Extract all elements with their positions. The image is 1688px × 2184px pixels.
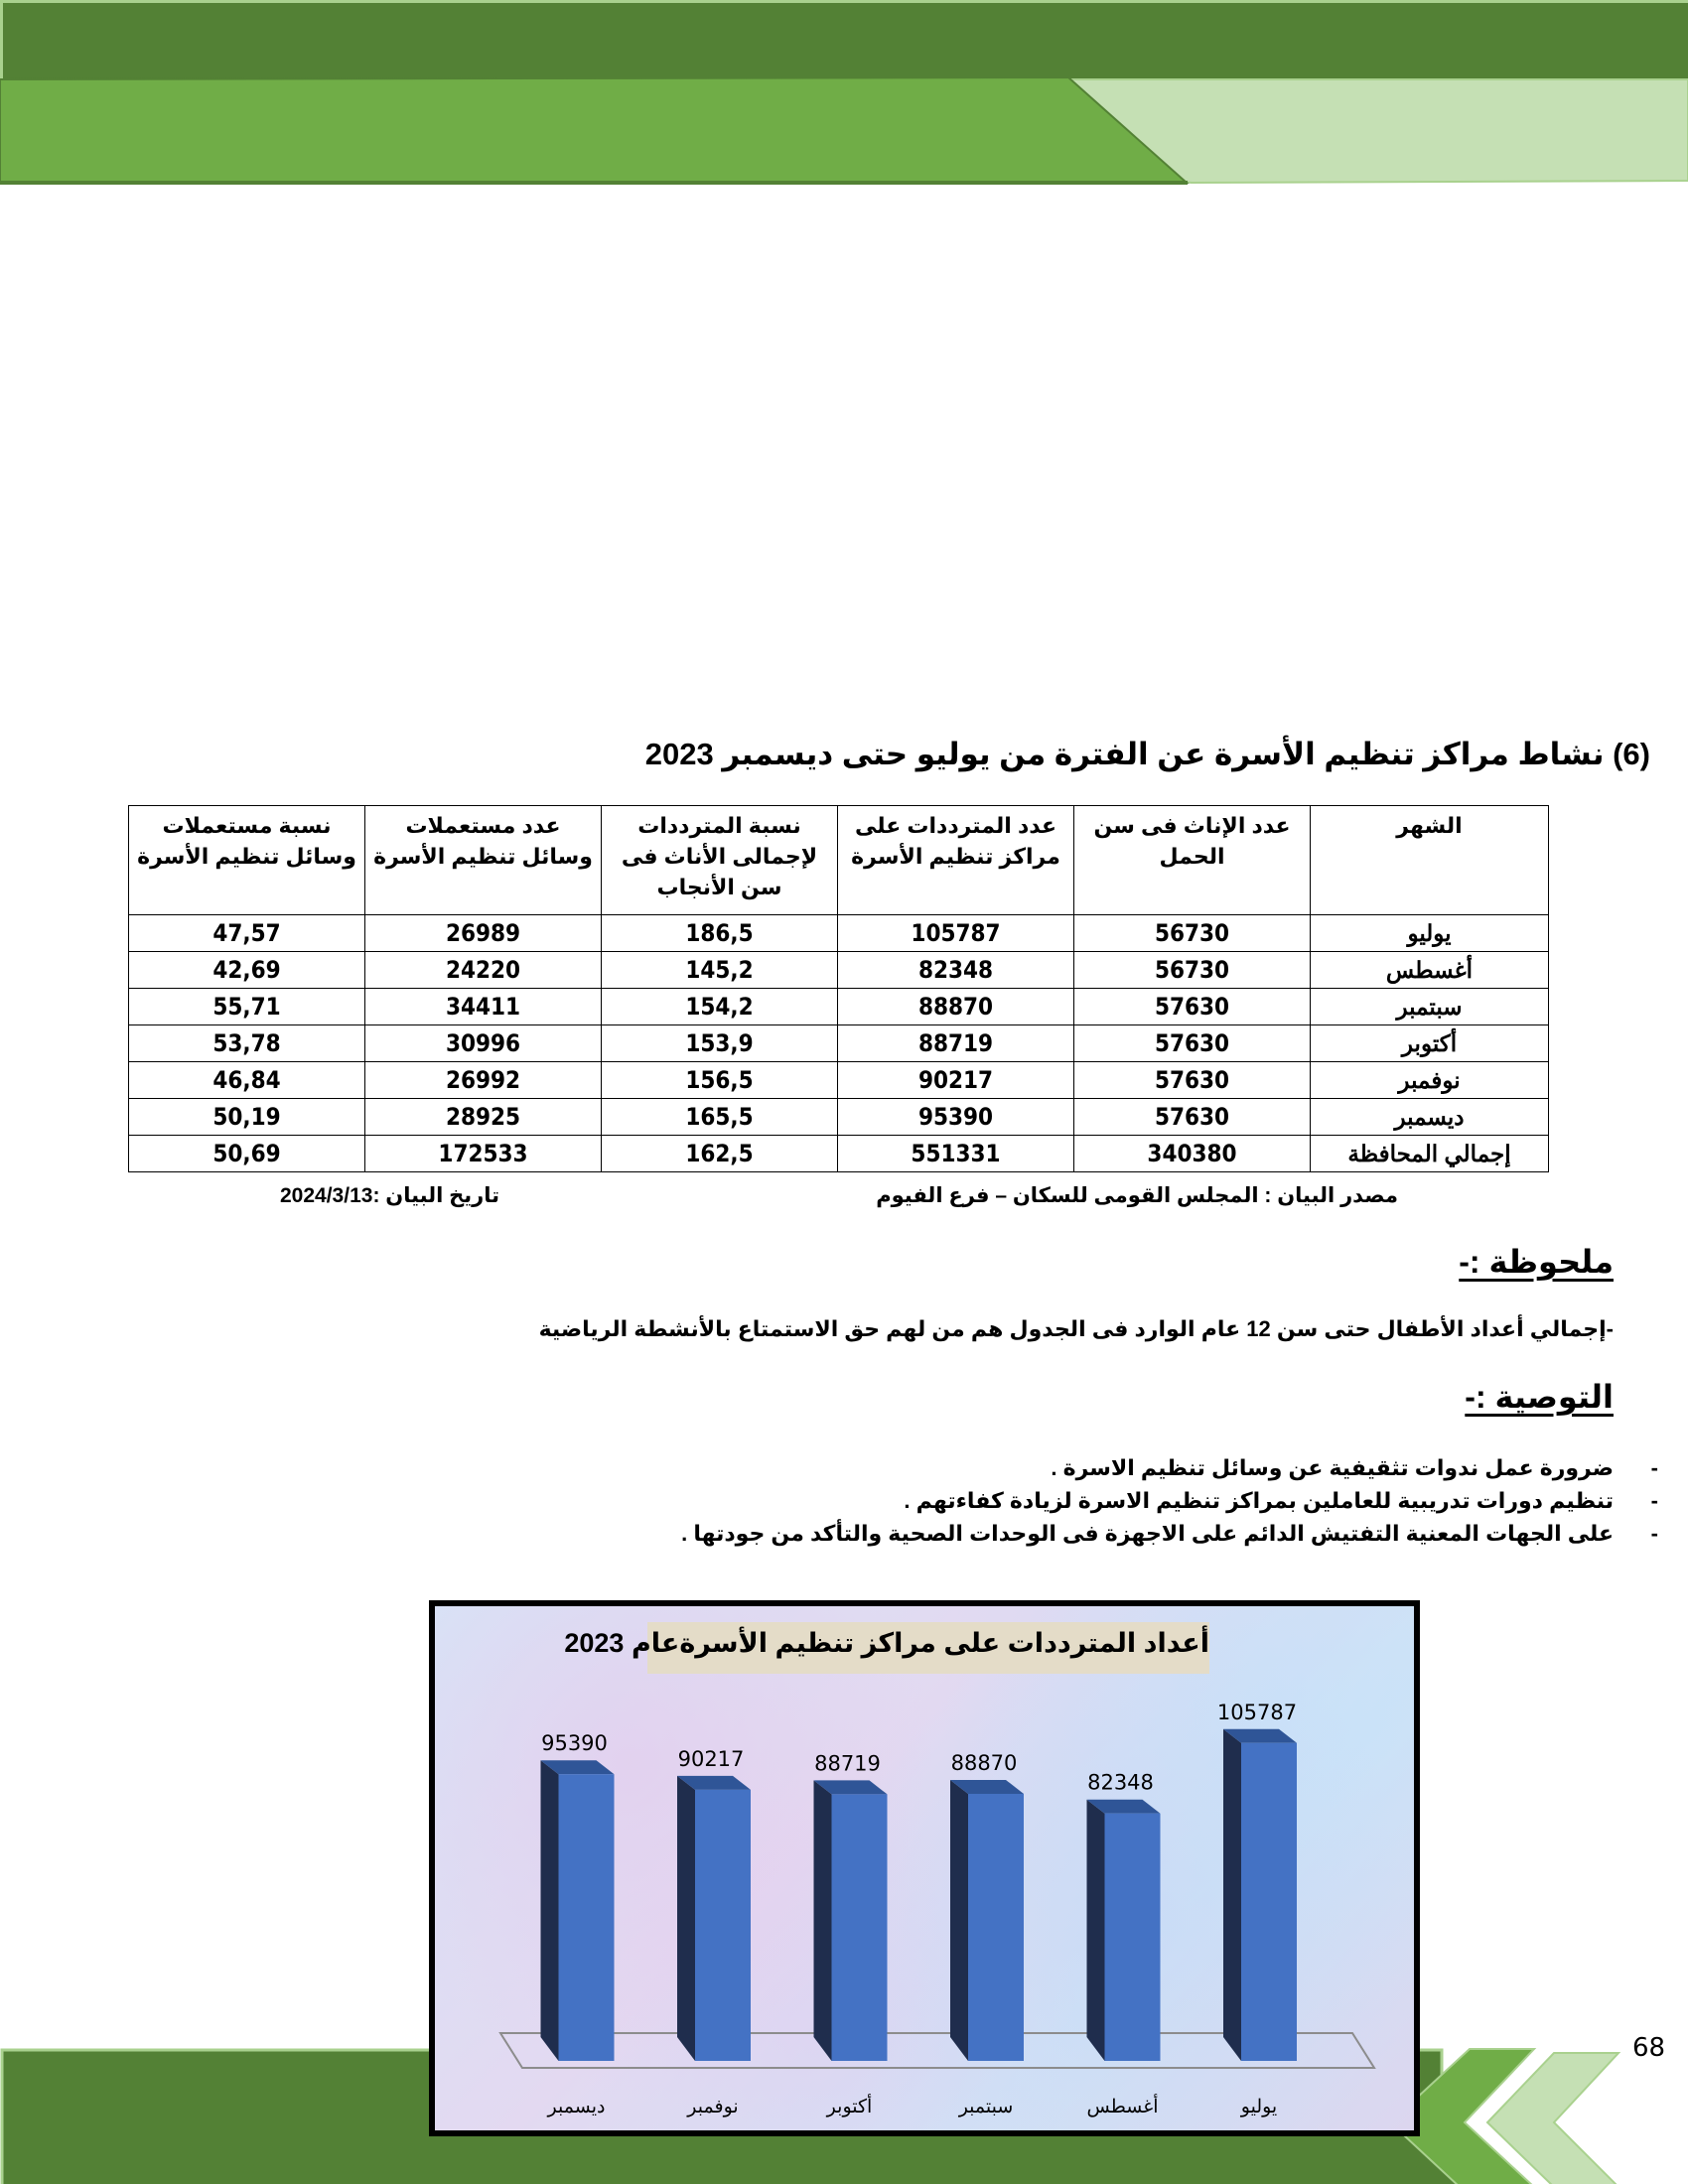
cell-month: يوليو (1311, 915, 1549, 952)
bullet-dash: - (1650, 1488, 1658, 1513)
table-cell: 95390 (838, 1099, 1074, 1136)
recommendation-item (521, 1488, 1658, 1514)
x-tick-label: سبتمبر (958, 2097, 1014, 2117)
x-tick-label: أغسطس (1086, 2097, 1159, 2117)
table-row (129, 952, 1549, 989)
table-row (129, 1099, 1549, 1136)
table-cell: 90217 (838, 1062, 1074, 1099)
data-source: مصدر البيان : المجلس القومى للسكان – فرع الفيوم (876, 1184, 1398, 1207)
table-cell: 105787 (838, 915, 1074, 952)
table-row (129, 1025, 1549, 1062)
bar-side (1087, 1800, 1105, 2061)
bullet-dash: - (1650, 1455, 1658, 1480)
recommendation-item (521, 1521, 1658, 1547)
table-total-row (129, 1136, 1549, 1172)
header-visitors-count: عدد المترددات على مراكز تنظيم الأسرة (838, 806, 1074, 915)
recommendation-text: تنظيم دورات تدريبية للعاملين بمراكز تنظيم الاسرة لزيادة كفاءتهم . (904, 1488, 1614, 1513)
table-cell: 50,69 (129, 1136, 365, 1172)
table-row (129, 1062, 1549, 1099)
table-cell: 50,19 (129, 1099, 365, 1136)
table-cell: 46,84 (129, 1062, 365, 1099)
table-cell: 55,71 (129, 989, 365, 1025)
chart-title: أعداد المترددات على مراكز تنظيم الأسرةعام 2023 (564, 1628, 1209, 1658)
table-cell: 172533 (365, 1136, 602, 1172)
table-cell: 88870 (838, 989, 1074, 1025)
table-cell: 153,9 (602, 1025, 838, 1062)
cell-month: إجمالي المحافظة (1311, 1136, 1549, 1172)
bar-side (814, 1780, 832, 2061)
header-band-shapes (0, 77, 1688, 187)
data-label: 95390 (541, 1731, 608, 1756)
table-cell: 57630 (1074, 989, 1311, 1025)
table-cell: 47,57 (129, 915, 365, 952)
x-tick-label: نوفمبر (687, 2097, 739, 2117)
table-cell: 57630 (1074, 1025, 1311, 1062)
table-cell: 145,2 (602, 952, 838, 989)
cell-month: أكتوبر (1311, 1025, 1549, 1062)
bar (968, 1794, 1024, 2061)
note-text: -إجمالي أعداد الأطفال حتى سن 12 عام الوارد فى الجدول هم من لهم حق الاستمتاع بالأنشطة الرياضية (538, 1316, 1614, 1341)
data-label: 88870 (950, 1750, 1018, 1775)
data-label: 90217 (677, 1746, 745, 1771)
table-cell: 53,78 (129, 1025, 365, 1062)
bar (559, 1774, 615, 2061)
recommendation-text: ضرورة عمل ندوات تثقيفية عن وسائل تنظيم الاسرة . (1051, 1455, 1614, 1480)
header-visitors-ratio: نسبة المترددات لإجمالى الأناث فى سن الأنجاب (602, 806, 838, 915)
x-tick-label: يوليو (1240, 2097, 1278, 2117)
header-band-mid (0, 77, 1187, 183)
bar (832, 1794, 888, 2061)
table-cell: 26992 (365, 1062, 602, 1099)
data-label: 82348 (1087, 1770, 1154, 1795)
recommendation-item (521, 1455, 1658, 1481)
cell-month: ديسمبر (1311, 1099, 1549, 1136)
table-cell: 156,5 (602, 1062, 838, 1099)
recommendation-heading: التوصية :- (1465, 1379, 1614, 1415)
table-cell: 82348 (838, 952, 1074, 989)
bar (1241, 1743, 1297, 2061)
cell-month: سبتمبر (1311, 989, 1549, 1025)
table-cell: 154,2 (602, 989, 838, 1025)
table-cell: 24220 (365, 952, 602, 989)
table-cell: 551331 (838, 1136, 1074, 1172)
data-label: 105787 (1216, 1700, 1298, 1724)
page-number: 68 (1632, 2033, 1666, 2063)
table-cell: 30996 (365, 1025, 602, 1062)
table-cell: 57630 (1074, 1062, 1311, 1099)
data-label: 88719 (814, 1751, 881, 1776)
header-band-dark (0, 0, 1688, 79)
table-cell: 28925 (365, 1099, 602, 1136)
bar-chart (429, 1600, 1420, 2136)
bar-side (541, 1760, 559, 2061)
cell-month: أغسطس (1311, 952, 1549, 989)
table-cell: 42,69 (129, 952, 365, 989)
table-row (129, 989, 1549, 1025)
section-title: (6) نشاط مراكز تنظيم الأسرة عن الفترة من يوليو حتى ديسمبر 2023 (644, 737, 1650, 771)
bar-side (950, 1780, 968, 2061)
bar-side (1223, 1729, 1241, 2061)
table-cell: 186,5 (602, 915, 838, 952)
header-users-ratio: نسبة مستعملات وسائل تنظيم الأسرة (129, 806, 365, 915)
table-header-row (129, 806, 1549, 915)
bar (1105, 1814, 1161, 2061)
table-cell: 162,5 (602, 1136, 838, 1172)
header-women-childbearing: عدد الإناث فى سن الحمل (1074, 806, 1311, 915)
bar (695, 1790, 751, 2061)
table-cell: 26989 (365, 915, 602, 952)
table-cell: 34411 (365, 989, 602, 1025)
table-row (129, 915, 1549, 952)
recommendation-text: على الجهات المعنية التفتيش الدائم على الاجهزة فى الوحدات الصحية والتأكد من جودتها . (681, 1521, 1614, 1546)
x-tick-label: أكتوبر (826, 2097, 873, 2117)
table-cell: 88719 (838, 1025, 1074, 1062)
header-users-count: عدد مستعملات وسائل تنظيم الأسرة (365, 806, 602, 915)
table-cell: 57630 (1074, 1099, 1311, 1136)
chart-plot-area (435, 1606, 1414, 2130)
table-cell: 56730 (1074, 915, 1311, 952)
table-cell: 165,5 (602, 1099, 838, 1136)
bar-side (677, 1776, 695, 2061)
note-heading: ملحوظة :- (1459, 1244, 1614, 1280)
bullet-dash: - (1650, 1521, 1658, 1546)
cell-month: نوفمبر (1311, 1062, 1549, 1099)
table-cell: 340380 (1074, 1136, 1311, 1172)
table-cell: 56730 (1074, 952, 1311, 989)
data-date: تاريخ البيان :2024/3/13 (280, 1184, 500, 1207)
data-table (128, 805, 1549, 1172)
header-month: الشهر (1311, 806, 1549, 915)
x-tick-label: ديسمبر (547, 2097, 606, 2117)
